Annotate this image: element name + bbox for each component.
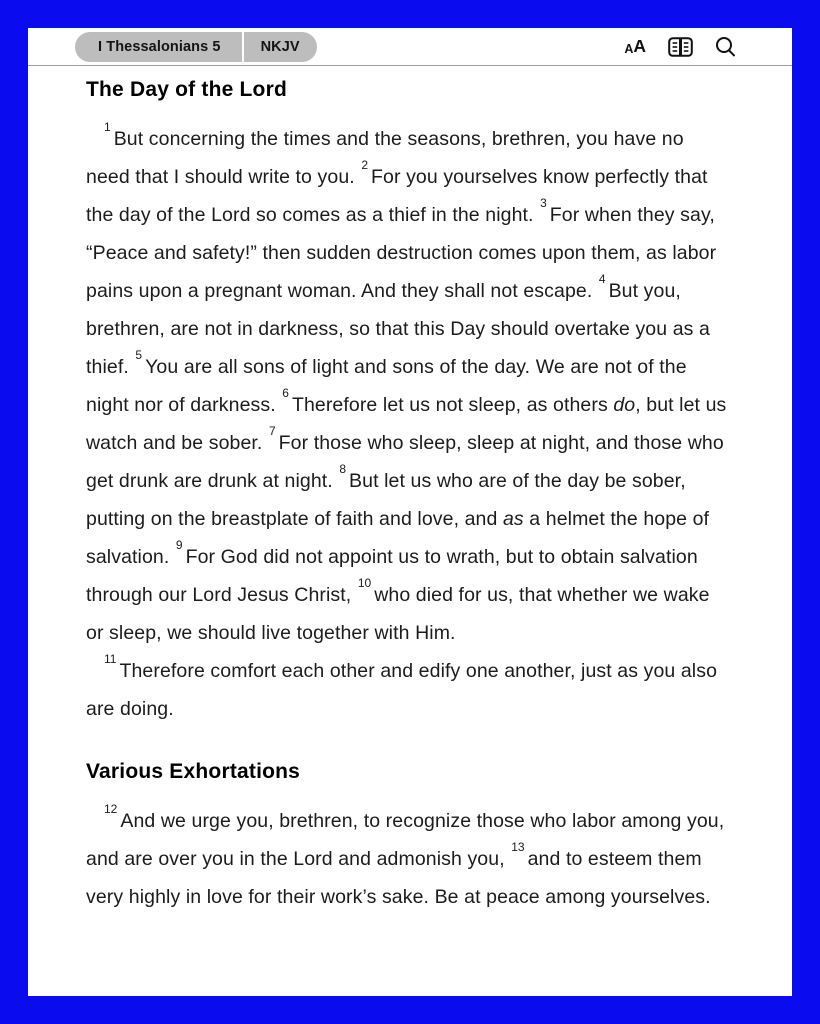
verse-text: But concerning the times and the seasons, brethren, you have no need that I should write to you.: [86, 128, 684, 188]
verse-text: do: [613, 394, 636, 416]
book-icon: [668, 37, 693, 57]
verse-text: as: [502, 508, 524, 530]
verse-text: But you, brethren, are not in darkness, so that this Day should overtake you as a thief.: [86, 280, 710, 378]
verse-number: 13: [511, 840, 525, 854]
verse-number: 10: [357, 576, 372, 590]
verse-number: 12: [104, 802, 118, 816]
verse-text: For those who sleep, sleep at night, and those who get drunk are drunk at night.: [86, 432, 724, 492]
verse-text: For when they say, “Peace and safety!” then sudden destruction comes upon them, as labor pains upon a pregnant woman. And they shall not escape.: [86, 204, 717, 302]
verse-text: For God did not appoint us to wrath, but to obtain salvation through our Lord Jesus Christ,: [86, 546, 698, 606]
verse-number: 1: [104, 120, 111, 134]
reader-button[interactable]: [668, 37, 693, 57]
verse-text: Therefore let us not sleep, as others: [291, 394, 614, 416]
scripture-paragraph[interactable]: [86, 120, 732, 652]
section-heading: The Day of the Lord: [86, 78, 287, 101]
verse-text: For you yourselves know perfectly that the day of the Lord so comes as a thief in the night.: [86, 166, 708, 226]
verse-number: 4: [598, 272, 606, 286]
app-window: [28, 28, 792, 996]
verse-text: a helmet the hope of salvation.: [86, 508, 710, 568]
toolbar-icons: [624, 36, 736, 57]
scripture-paragraph[interactable]: [86, 802, 732, 916]
verse-number: 6: [282, 386, 289, 400]
verse-number: 11: [104, 652, 117, 666]
reference-segmented-control: [75, 32, 317, 62]
verse-number: 7: [268, 424, 276, 438]
verse-number: 5: [135, 348, 143, 362]
text-size-small-a: A: [624, 41, 634, 56]
verse-text: And we urge you, brethren, to recognize those who labor among you, and are over you in the Lord and admonish you,: [86, 810, 725, 870]
search-button[interactable]: [715, 36, 736, 57]
scripture-section: [86, 78, 732, 728]
toolbar: [28, 28, 792, 66]
verse-text: and to esteem them very highly in love for their work’s sake. Be at peace among yourselves.: [86, 848, 711, 908]
scripture-paragraph[interactable]: [86, 652, 732, 728]
verse-number: 9: [175, 538, 183, 552]
verse-text: But let us who are of the day be sober, putting on the breastplate of faith and love, and: [86, 470, 686, 530]
search-icon: [715, 36, 736, 57]
verse-text: , but let us watch and be sober.: [86, 394, 727, 454]
verse-text: You are all sons of light and sons of the day. We are not of the night nor of darkness.: [86, 356, 687, 416]
section-heading: Various Exhortations: [86, 760, 301, 783]
scripture-section: [86, 760, 732, 916]
reference-button[interactable]: I Thessalonians 5: [75, 32, 242, 62]
verse-number: 3: [540, 196, 547, 210]
version-button[interactable]: NKJV: [244, 32, 317, 62]
verse-number: 8: [339, 462, 347, 476]
text-size-big-a: A: [633, 35, 646, 56]
scripture-content: [28, 78, 792, 916]
verse-text: who died for us, that whether we wake or sleep, we should live together with Him.: [86, 584, 710, 644]
text-size-button[interactable]: [624, 35, 646, 56]
verse-text: Therefore comfort each other and edify one another, just as you also are doing.: [86, 660, 718, 720]
verse-number: 2: [361, 158, 368, 172]
